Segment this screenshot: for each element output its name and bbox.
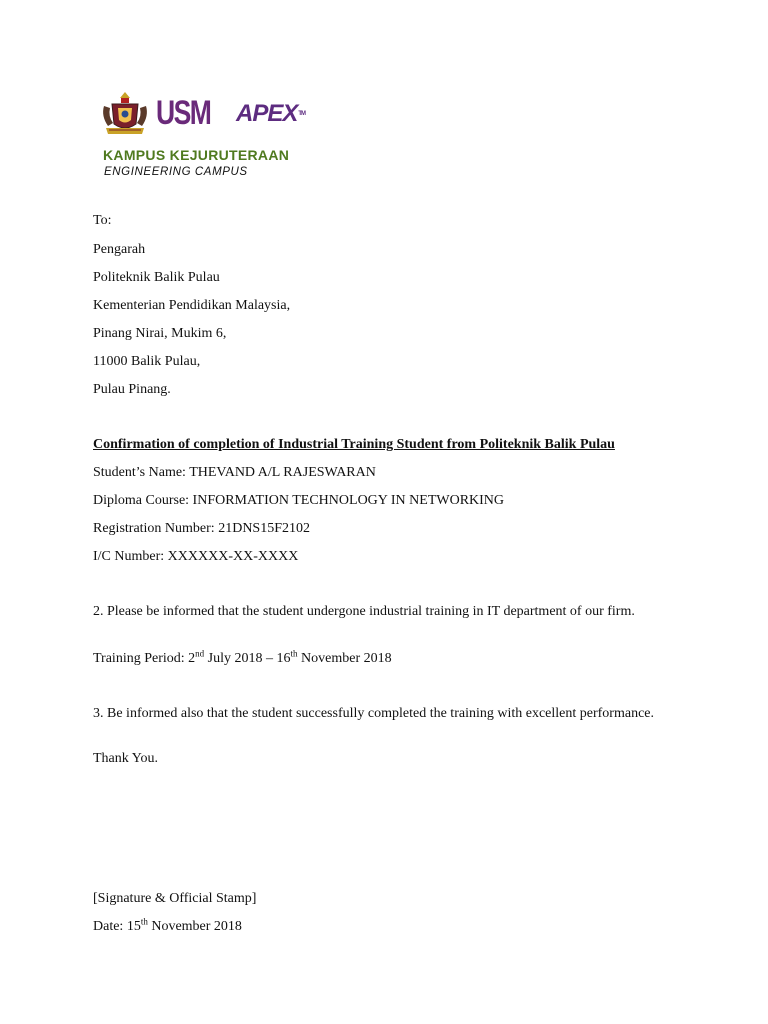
diploma-course-value: INFORMATION TECHNOLOGY IN NETWORKING [192, 493, 505, 508]
training-end-day: 16 [276, 651, 291, 666]
to-label: To: [93, 213, 112, 228]
diploma-course-label: Diploma Course: [93, 493, 190, 508]
date-row [93, 918, 242, 936]
training-end-rest: November 2018 [301, 651, 392, 666]
recipient-line: Pulau Pinang. [93, 382, 171, 397]
recipient-line: Pengarah [93, 242, 146, 257]
paragraph-2: 2. Please be informed that the student undergone industrial training in IT department of our firm. [93, 604, 635, 619]
diploma-course-row [93, 492, 504, 510]
apex-logo-text: APEX [236, 100, 298, 127]
student-name-label: Student’s Name: [93, 465, 186, 480]
date-label: Date: [93, 919, 124, 934]
campus-subtitle: ENGINEERING CAMPUS [104, 166, 248, 178]
registration-value: 21DNS15F2102 [218, 521, 310, 536]
logo-row [100, 90, 305, 138]
thank-you-text: Thank You. [93, 751, 158, 766]
campus-title: KAMPUS KEJURUTERAAN [103, 147, 290, 163]
recipient-line: Politeknik Balik Pulau [93, 270, 220, 285]
training-end-suffix: th [290, 648, 298, 659]
student-name-row [93, 464, 376, 482]
usm-logo: USM [156, 94, 211, 132]
ic-number-label: I/C Number: [93, 549, 165, 564]
date-day: 15 [126, 919, 141, 934]
paragraph-3: 3. Be informed also that the student successfully completed the training with excellent performance. [93, 706, 654, 721]
date-rest: November 2018 [151, 919, 242, 934]
recipient-line: 11000 Balik Pulau, [93, 354, 201, 369]
training-start-suffix: nd [195, 648, 205, 659]
registration-label: Registration Number: [93, 521, 215, 536]
ic-number-value: XXXXXX-XX-XXXX [167, 549, 299, 564]
training-period-label: Training Period: [93, 651, 185, 666]
date-suffix: th [140, 916, 148, 927]
apex-logo [236, 100, 305, 128]
student-name-value: THEVAND A/L RAJESWARAN [189, 465, 376, 480]
recipient-line: Kementerian Pendidikan Malaysia, [93, 298, 291, 313]
signature-placeholder: [Signature & Official Stamp] [93, 891, 257, 906]
registration-row [93, 520, 310, 538]
training-start-rest: July 2018 – [207, 651, 273, 666]
letter-subject: Confirmation of completion of Industrial Training Student from Politeknik Balik Pulau [93, 437, 615, 452]
training-start-day: 2 [188, 651, 196, 666]
recipient-line: Pinang Nirai, Mukim 6, [93, 326, 227, 341]
apex-trademark: TM [298, 111, 306, 117]
ic-number-row [93, 548, 298, 566]
training-period-row [93, 650, 392, 668]
university-crest-icon [100, 90, 150, 136]
